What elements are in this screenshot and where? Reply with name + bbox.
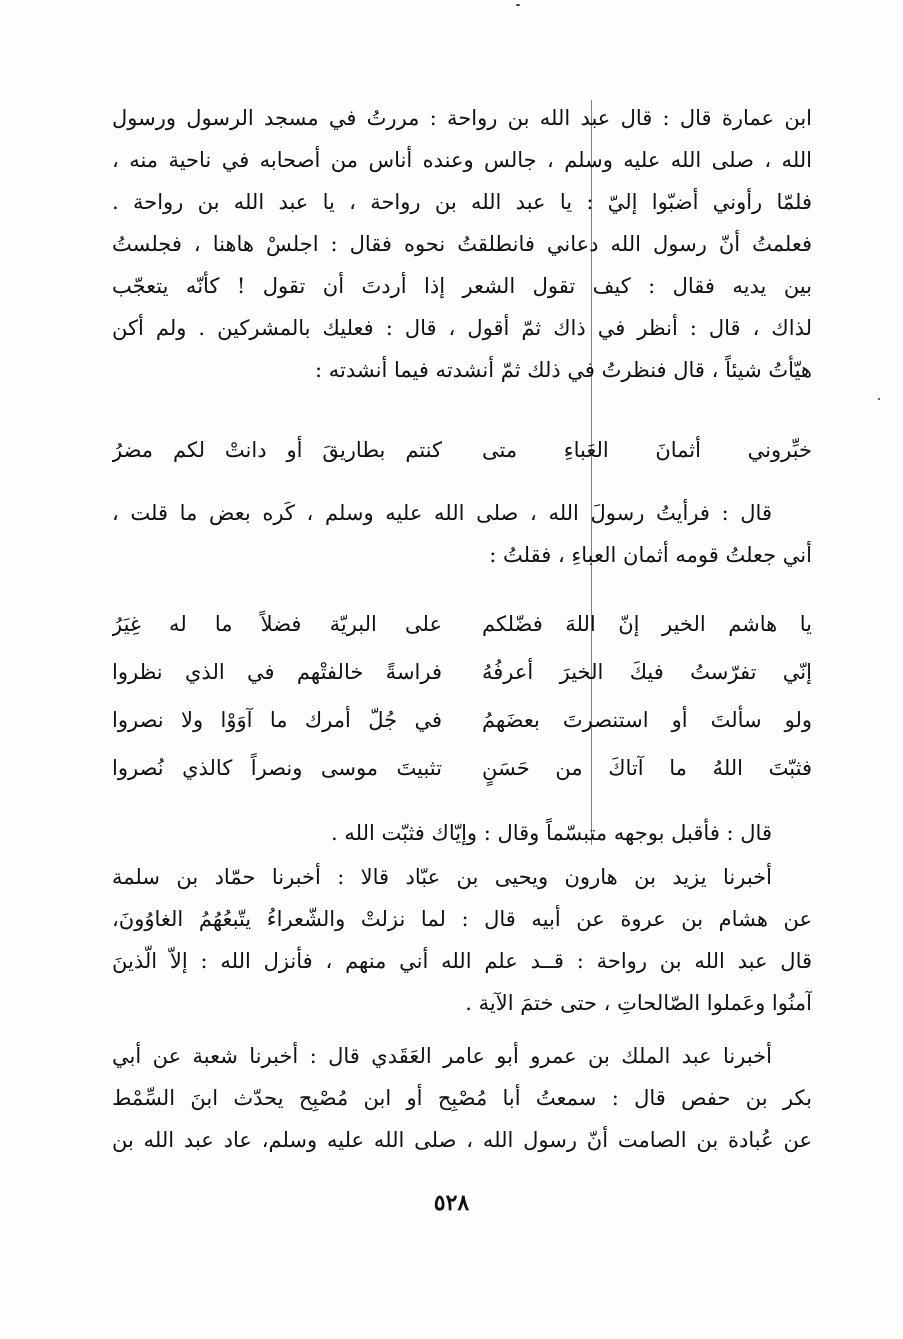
text-line: عن هشام بن عروة عن أبيه قال : لما نزلتْ والشّعراءُ يتّبعُهُمُ الغاوُونَ،: [112, 907, 812, 931]
text-line: فلمّا رأوني أضبّوا إليّ : يا عبد الله بن رواحة ، يا عبد الله بن رواحة .: [112, 190, 812, 214]
text-line: بين يديه فقال : كيف تقول الشعر إذا أردتَ أن تقول ! كأنّه يتعجّب: [112, 274, 812, 298]
paragraph-2: [112, 493, 812, 583]
verse-line: [112, 604, 812, 644]
text-line: الله ، صلى الله عليه وسلم ، جالس وعنده أناس من أصحابه في ناحية منه ،: [112, 148, 812, 172]
text-line: أخبرنا عبد الملك بن عمرو أبو عامر العَقَدي قال : أخبرنا شعبة عن أبي: [112, 1044, 772, 1068]
page-number: ٥٢٨: [433, 1190, 470, 1216]
verse-hemistich-first: ولو سألتَ أو استنصرتَ بعضَهمُ: [482, 708, 812, 732]
text-line: قال : فرأيتُ رسولَ الله ، صلى الله عليه وسلم ، كَره بعض ما قلت ،: [112, 501, 772, 525]
verse-line: [112, 748, 812, 788]
paragraph-3: [112, 813, 812, 855]
text-line: قال : فأقبل بوجهه متبسّماً وقال : وإيّاك فثبّت الله .: [331, 821, 772, 845]
text-line: أني جعلتُ قومه أثمان العباءِ ، فقلتُ :: [489, 543, 812, 567]
verse-line: [112, 700, 812, 740]
verse-hemistich-first: إنّي تفرّستُ فيكَ الخيرَ أعرفُهُ: [482, 660, 812, 684]
text-line: فعلمتُ أنّ رسول الله دعاني فانطلقتُ نحوه فقال : اجلسْ هاهنا ، فجلستُ: [112, 232, 812, 256]
text-line: عن عُبادة بن الصامت أنّ رسول الله ، صلى الله عليه وسلم، عاد عبد الله بن: [112, 1128, 812, 1152]
text-line: بكر بن حفص قال : سمعتُ أبا مُصْبِح أو ابن مُصْبِح يحدّث ابنَ السِّمْط: [112, 1086, 812, 1110]
verse-hemistich-second: تثبيتَ موسى ونصراً كالذي نُصروا: [112, 756, 442, 780]
paragraph-5: [112, 1036, 812, 1166]
text-line: قال عبد الله بن رواحة : قــد علم الله أني منهم ، فأنزل الله : إلاّ الّذينَ: [112, 949, 812, 973]
text-line: لذاك ، قال : أنظر في ذاك ثمّ أقول ، قال : فعليك بالمشركين . ولم أكن: [112, 316, 812, 340]
verse-line: [112, 652, 812, 692]
verse-hemistich-first: يا هاشم الخير إنّ اللهَ فضّلكم: [482, 612, 812, 636]
text-line: آمنُوا وعَملوا الصّالحاتِ ، حتى ختمَ الآية .: [465, 991, 812, 1015]
verse-hemistich-first: خبِّروني أثمانَ العَباءِ متى: [482, 438, 812, 462]
text-line: هيّأتُ شيئاً ، قال فنظرتُ في ذلك ثمّ أنشدته فيما أنشدته :: [315, 358, 812, 382]
scan-speck: [878, 398, 880, 400]
verse-hemistich-second: فراسةً خالفتْهم في الذي نظروا: [112, 660, 442, 684]
scan-speck: [516, 4, 520, 6]
verse-hemistich-second: على البريّة فضلاً ما له غِيَرُ: [112, 612, 442, 636]
paragraph-1: [112, 98, 812, 398]
verse-hemistich-second: كنتم بطاريقَ أو دانتْ لكم مضرُ: [112, 438, 442, 462]
text-line: ابن عمارة قال : قال عبد الله بن رواحة : مررتُ في مسجد الرسول ورسول: [112, 106, 812, 130]
verse-hemistich-second: في جُلّ أمرك ما آوَوْا ولا نصروا: [112, 708, 442, 732]
verse-hemistich-first: فثبّتَ اللهُ ما آتاكَ من حَسَنٍ: [482, 756, 812, 780]
paragraph-4: [112, 857, 812, 1027]
text-line: أخبرنا يزيد بن هارون ويحيى بن عبّاد قالا : أخبرنا حمّاد بن سلمة: [112, 865, 772, 889]
verse-line: [112, 430, 812, 470]
